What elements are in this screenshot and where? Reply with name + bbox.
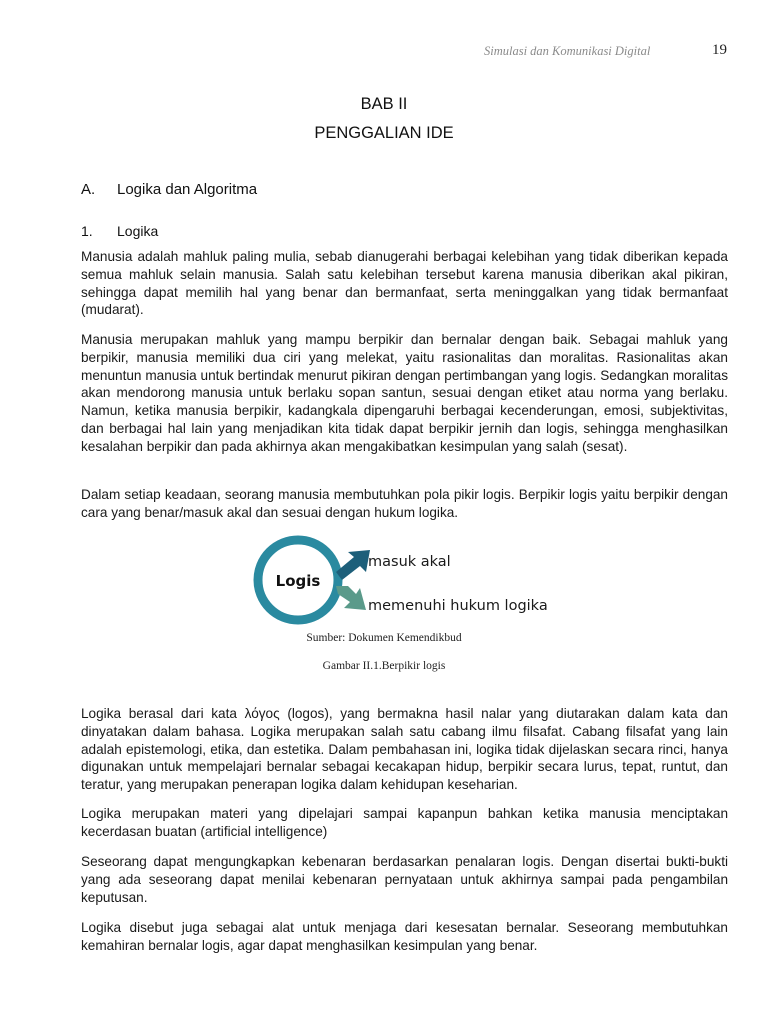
subsection-heading-1 — [81, 223, 158, 239]
subsection-marker: 1. — [81, 223, 93, 239]
subsection-title: Logika — [117, 223, 159, 239]
section-marker: A. — [81, 181, 96, 198]
paragraph: Logika merupakan materi yang dipelajari sampai kapanpun bahkan ketika manusia menciptakan kecerdasan buatan (artificial intelligence) — [81, 806, 728, 839]
logis-center-label: Logis — [275, 572, 321, 590]
paragraph: Logika disebut juga sebagai alat untuk menjaga dari kesesatan bernalar. Seseorang membutuhkan kemahiran bernalar logis, agar dapat menghasilkan kesimpulan yang benar. — [81, 920, 728, 953]
paragraph: Seseorang dapat mengungkapkan kebenaran berdasarkan penalaran logis. Dengan disertai bukti-bukti yang ada seseorang dapat menilai kebenaran pernyataan untuk akhirnya sampai pada pengambilan keputusan. — [81, 854, 728, 905]
arrow-up-label: masuk akal — [368, 554, 451, 570]
figure-source: Sumber: Dokumen Kemendikbud — [306, 632, 462, 644]
paragraph: Manusia merupakan mahluk yang mampu berpikir dan bernalar dengan baik. Sebagai mahluk yang berpikir, manusia memiliki dua ciri yang melekat, yaitu rasionalitas dan moralitas. Rasionalitas akan menuntun manusia untuk bertindak menurut pikiran dengan pertimbangan yang logis. Sedangkan moralitas akan mendorong manusia untuk berlaku sopan santun, sesuai dengan etiket atau norma yang berlaku. Namun, ketika manusia berpikir, kadangkala dipengaruhi berbagai kecenderungan, emosi, subjektivitas, dan berbagai hal lain yang menjadikan kita tidak dapat berpikir jernih dan logis, sehingga menghasilkan kesalahan berpikir dan pada akhirnya akan mengakibatkan kesimpulan yang salah (sesat). — [81, 332, 728, 454]
logis-diagram — [250, 532, 570, 628]
logis-diagram-graphic — [250, 532, 570, 628]
chapter-title: PENGGALIAN IDE — [314, 124, 454, 142]
paragraph: Manusia adalah mahluk paling mulia, sebab dianugerahi berbagai kelebihan yang tidak diberikan kepada semua mahluk selain manusia. Salah satu kelebihan tersebut karena manusia diberikan akal pikiran, sehingga dapat memilih hal yang benar dan bermanfaat, serta meninggalkan yang tidak bermanfaat (mudarat). — [81, 249, 728, 318]
figure-caption: Gambar II.1.Berpikir logis — [322, 660, 446, 672]
running-header-title: Simulasi dan Komunikasi Digital — [484, 44, 651, 58]
section-title: Logika dan Algoritma — [117, 181, 258, 198]
arrow-down-label: memenuhi hukum logika — [368, 598, 548, 614]
arrow-down-icon — [336, 586, 366, 610]
paragraph: Logika berasal dari kata λόγος (logos), yang bermakna hasil nalar yang diutarakan dalam kata dan dinyatakan dalam bahasa. Logika merupakan salah satu cabang ilmu filsafat. Cabang filsafat yang lain adalah epistemologi, etika, dan estetika. Dalam pembahasan ini, logika tidak dijelaskan secara rinci, hanya digunakan untuk mempelajari bernalar sebagai kecakapan hidup, berpikir secara lurus, tepat, runtut, dan teratur, yang merupakan penerapan logika dalam kehidupan keseharian. — [81, 706, 728, 793]
paragraph: Dalam setiap keadaan, seorang manusia membutuhkan pola pikir logis. Berpikir logis yaitu berpikir dengan cara yang benar/masuk akal dan sesuai dengan hukum logika. — [81, 487, 728, 520]
arrow-up-icon — [336, 550, 370, 580]
chapter-label: BAB II — [360, 95, 408, 113]
page-number: 19 — [712, 42, 727, 58]
section-heading-a — [81, 181, 257, 198]
